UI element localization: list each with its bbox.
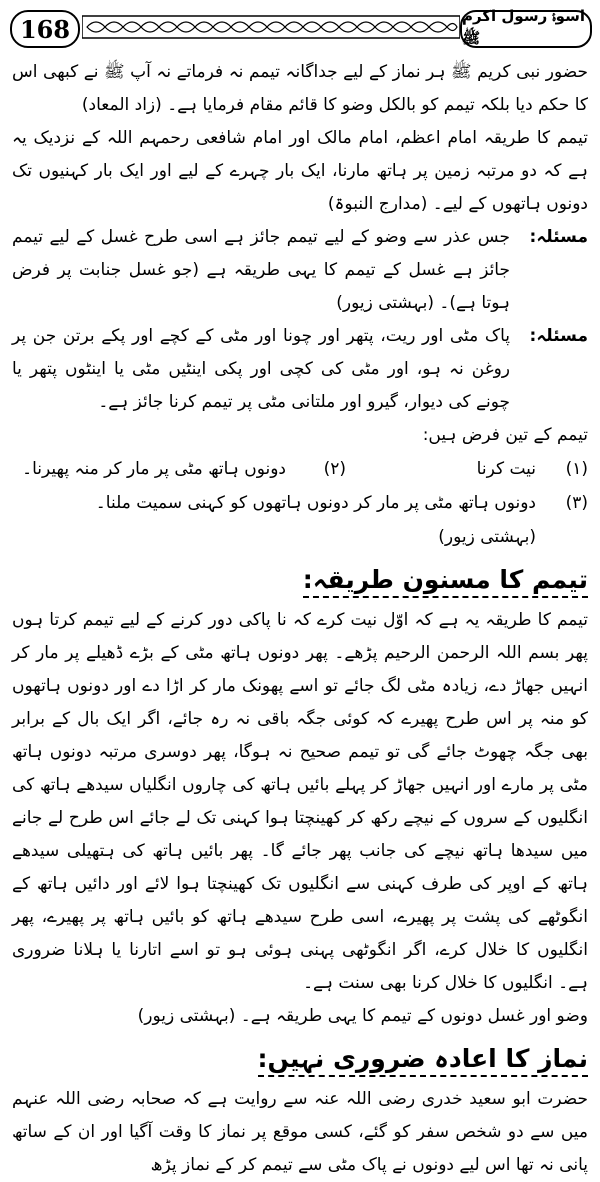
section-heading-iaada: [12, 1037, 588, 1081]
closing-text: وضو اور غسل دونوں کے تیمم کا یہی طریقہ ہے۔: [240, 1006, 588, 1026]
citation: (بہشتی زیور): [137, 1006, 236, 1026]
farz-item-3-text: دونوں ہاتھ مٹی پر مار کر دونوں ہاتھوں کو کہنی سمیت ملنا۔: [95, 493, 536, 513]
farz-intro: تیمم کے تین فرض ہیں:: [422, 425, 588, 445]
ornamental-border: [82, 14, 460, 40]
page-header: [8, 8, 592, 48]
heading-text: نماز کا اعادہ ضروری نہیں:: [258, 1044, 588, 1077]
masla-2: [12, 320, 588, 419]
section-heading-masnoon: [12, 558, 588, 602]
masla-label: مسئلہ:: [529, 227, 588, 247]
masla-1-body: جس عذر سے وضو کے لیے تیمم جائز ہے اسی طرح غسل کے لیے تیمم جائز ہے غسل کے تیمم کا یہی طریقہ ہے (جو غسل جنابت پر فرض ہوتا ہے)۔: [12, 227, 510, 313]
farz-row-1: [12, 452, 588, 486]
masla-text: [12, 221, 510, 320]
farz-item: [12, 486, 536, 554]
farz-number: (۱): [565, 459, 588, 479]
running-title: اسوۂ رسول اکرم ﷺ: [460, 10, 592, 48]
farz-row-2: [12, 486, 588, 554]
citation: (بہشتی زیور): [438, 527, 536, 547]
final-paragraph: حضرت ابو سعید خدری رضی اللہ عنہ سے روایت ہے کہ صحابہ رضی اللہ عنہم میں سے دو شخص سفر کو گئے، کسی موقع پر نماز کا وقت آگیا اور ان کے ساتھ پانی نہ تھا اس لیے دونوں نے پاک مٹی سے تیمم کر کے نماز پڑھ: [12, 1089, 588, 1175]
page-body: [12, 56, 589, 1175]
page-number: 168: [10, 10, 80, 48]
citation: (مدارج النبوۃ): [327, 194, 428, 214]
paragraph-2: [12, 122, 588, 221]
farz-item: نیت کرنا: [476, 459, 536, 479]
masla-text: پاک مٹی اور ریت، پتھر اور چونا اور مٹی کے کچے اور پکے برتن جن پر روغن نہ ہو، اور مٹی کی کچی اور پکی اینٹیں مٹی یا اینٹوں پتھر یا چونے کی دیوار، گیرو اور ملتانی مٹی پر تیمم کرنا جائز ہے۔: [12, 326, 510, 412]
citation: (زاد المعاد): [81, 95, 162, 115]
farz-number: (۳): [565, 493, 588, 513]
paragraph-1-text: حضور نبی کریم ﷺ ہر نماز کے لیے جداگانہ تیمم نہ فرماتے نہ آپ ﷺ نے کبھی اس کا حکم دیا بلکہ تیمم کو بالکل وضو کا قائم مقام فرمایا ہے۔: [12, 62, 588, 115]
farz-number: (۲): [323, 459, 346, 479]
paragraph-1: [12, 56, 588, 122]
method-closing: [12, 1000, 588, 1033]
heading-text: تیمم کا مسنون طریقہ:: [303, 565, 588, 598]
citation: (بہشتی زیور): [336, 293, 435, 313]
farz-item: دونوں ہاتھ مٹی پر مار کر منہ پھیرنا۔: [22, 459, 286, 479]
method-paragraph: تیمم کا طریقہ یہ ہے کہ اوّل نیت کرے کہ نا پاکی دور کرنے کے لیے تیمم کرتا ہوں پھر بسم اللہ الرحمن الرحیم پڑھے۔ پھر دونوں ہاتھ مٹی کے بڑے ڈھیلے پر مار کر انہیں جھاڑ دے، زیادہ مٹی لگ جائے تو اسے پھونک مار کر اڑا دے اور دونوں ہاتھوں کو منہ پر اس طرح پھیرے کہ کوئی جگہ باقی نہ رہ جائے، اگر ایک بال کے برابر بھی جگہ چھوٹ جائے گی تو تیمم صحیح نہ ہوگا، پھر دوسری مرتبہ دونوں ہاتھ مٹی پر مارے اور انہیں جھاڑ کر پہلے بائیں ہاتھ کی چاروں انگلیاں سیدھے ہاتھ کی انگلیوں کے سروں کے نیچے رکھ کر کھینچتا ہوا کہنی تک لے جائے اس طرح لے جانے میں سیدھا ہاتھ نیچے کی جانب پھر جائے گا۔ پھر بائیں ہاتھ کی ہتھیلی سیدھے ہاتھ کے اوپر کی طرف کہنی سے انگلیوں تک کھینچتا ہوا لائے اور دائیں ہاتھ کے انگوٹھے کی پشت پر پھیرے، اسی طرح سیدھے ہاتھ کو بائیں ہاتھ پر پھیرے، پھر انگلیوں کا خلال کرے، اگر انگوٹھی پہنی ہوئی ہو تو اسے اتارنا یا ہلانا ضروری ہے۔ انگلیوں کا خلال کرنا بھی سنت ہے۔: [12, 610, 589, 993]
paragraph-2-text: تیمم کا طریقہ امام اعظم، امام مالک اور امام شافعی رحمہم اللہ کے نزدیک یہ ہے کہ دو مرتبہ زمین پر ہاتھ مارنا، ایک بار چہرے کے لیے اور ایک بار کہنیوں تک دونوں ہاتھوں کے لیے۔: [12, 128, 588, 214]
masla-1: [12, 221, 588, 320]
masla-label: مسئلہ:: [529, 326, 588, 346]
